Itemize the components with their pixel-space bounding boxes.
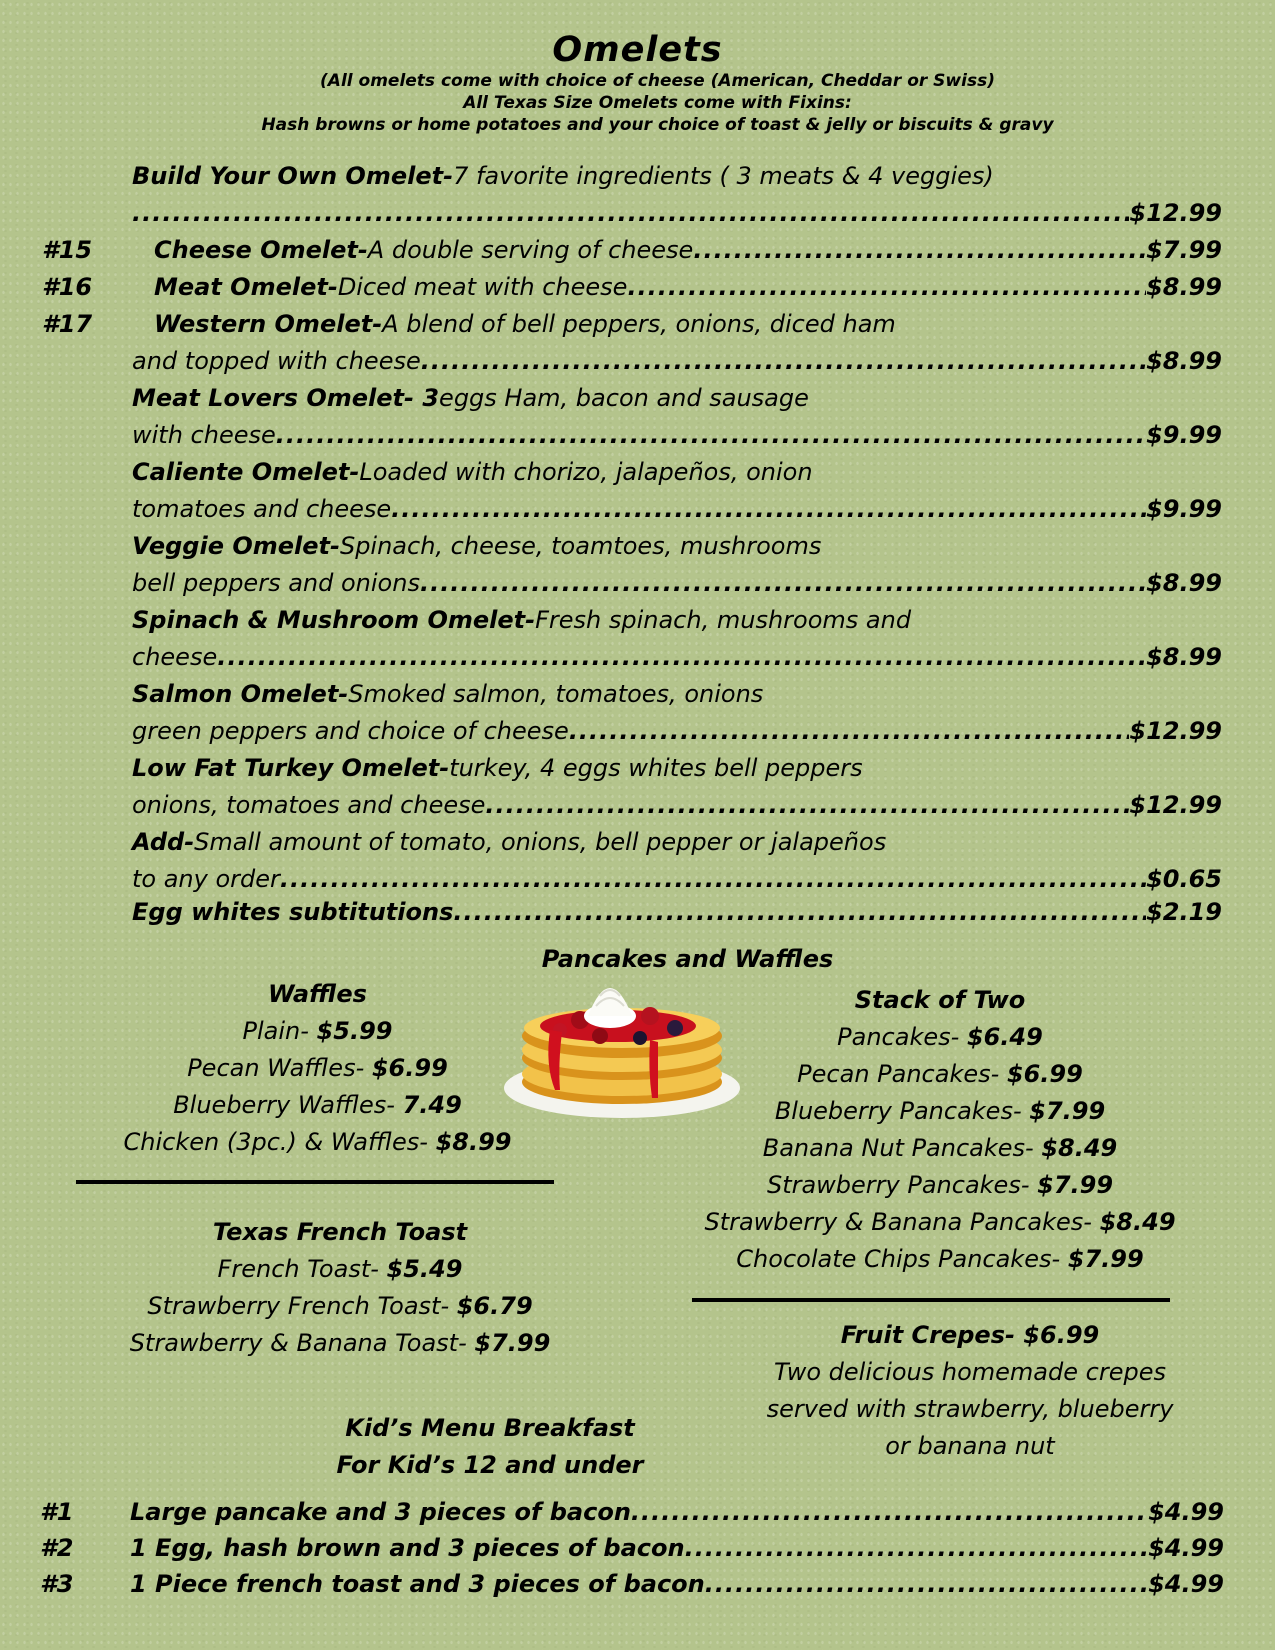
item-price: $7.99 bbox=[1067, 1245, 1144, 1273]
omelet-row bbox=[132, 384, 1222, 420]
item-name: Blueberry Pancakes- bbox=[774, 1097, 1030, 1125]
item-price: $8.99 bbox=[1146, 273, 1222, 301]
item-name: Strawberry Pancakes- bbox=[766, 1171, 1038, 1199]
item-name: Strawberry French Toast- bbox=[147, 1292, 457, 1320]
item-price: $4.99 bbox=[1148, 1498, 1224, 1526]
menu-item bbox=[620, 1241, 1260, 1278]
divider bbox=[76, 1180, 554, 1184]
note-line: Hash browns or home potatoes and your choice of toast & jelly or biscuits & gravy bbox=[261, 115, 1054, 135]
dot-leader bbox=[485, 791, 1129, 819]
item-price: $7.99 bbox=[1146, 236, 1222, 264]
menu-item bbox=[60, 1124, 575, 1161]
omelet-row-cont bbox=[132, 421, 1222, 457]
fruit-crepes-section bbox=[710, 1317, 1230, 1465]
menu-item bbox=[60, 1013, 575, 1050]
crepes-title: Fruit Crepes- $6.99 bbox=[840, 1321, 1100, 1349]
item-desc: green peppers and choice of cheese bbox=[132, 717, 569, 745]
dot-leader bbox=[276, 421, 1146, 449]
dot-leader bbox=[421, 347, 1146, 375]
item-price: $8.49 bbox=[1099, 1208, 1176, 1236]
dot-leader bbox=[705, 1570, 1148, 1598]
omelet-notes bbox=[0, 70, 1275, 136]
french-toast-section bbox=[60, 1214, 620, 1362]
item-name: 1 Piece french toast and 3 pieces of bacon bbox=[130, 1570, 705, 1598]
build-own-omelet-line1 bbox=[132, 162, 1222, 198]
menu-item bbox=[60, 1288, 620, 1325]
menu-item bbox=[620, 1167, 1260, 1204]
item-name: Veggie Omelet- bbox=[132, 532, 340, 560]
omelet-row bbox=[132, 754, 1222, 790]
item-price: $7.99 bbox=[1029, 1097, 1106, 1125]
item-price: $4.99 bbox=[1148, 1570, 1224, 1598]
menu-item bbox=[60, 1087, 575, 1124]
item-number: #17 bbox=[42, 310, 93, 338]
item-price: $2.19 bbox=[1146, 898, 1222, 926]
item-desc: Diced meat with cheese bbox=[337, 273, 628, 301]
item-price: $5.99 bbox=[316, 1017, 393, 1045]
menu-item bbox=[620, 1204, 1260, 1241]
kids-row bbox=[40, 1534, 1224, 1570]
omelet-row-cont bbox=[132, 495, 1222, 531]
item-number: #3 bbox=[40, 1570, 74, 1598]
item-price: $7.99 bbox=[1037, 1171, 1114, 1199]
item-price: $8.99 bbox=[1146, 347, 1222, 375]
item-name: Banana Nut Pancakes- bbox=[762, 1134, 1042, 1162]
item-name: Spinach & Mushroom Omelet- bbox=[132, 606, 536, 634]
item-number: #2 bbox=[40, 1534, 74, 1562]
item-desc: A double serving of cheese bbox=[367, 236, 694, 264]
omelet-row-cont bbox=[132, 865, 1222, 901]
menu-item bbox=[620, 1019, 1260, 1056]
item-name: Chicken (3pc.) & Waffles- bbox=[123, 1128, 436, 1156]
kids-row bbox=[40, 1570, 1224, 1606]
page-title: Omelets bbox=[552, 30, 723, 70]
item-price: $6.79 bbox=[456, 1292, 533, 1320]
item-name: Western Omelet- bbox=[154, 310, 383, 338]
item-desc: cheese bbox=[132, 643, 218, 671]
kids-menu-header bbox=[240, 1410, 740, 1484]
dot-leader bbox=[693, 236, 1146, 264]
item-name: Meat Lovers Omelet- 3 bbox=[132, 384, 440, 412]
item-name: Build Your Own Omelet- bbox=[132, 162, 454, 190]
item-name: Meat Omelet- bbox=[154, 273, 338, 301]
item-desc: Small amount of tomato, onions, bell pepper or jalapeños bbox=[194, 828, 887, 856]
item-price: $6.49 bbox=[966, 1023, 1043, 1051]
item-price: $8.99 bbox=[435, 1128, 512, 1156]
item-name: French Toast- bbox=[217, 1255, 387, 1283]
item-name: Chocolate Chips Pancakes- bbox=[736, 1245, 1068, 1273]
omelet-row-cont bbox=[132, 643, 1222, 679]
kids-title: Kid’s Menu Breakfast bbox=[345, 1414, 635, 1442]
item-desc: Smoked salmon, tomatoes, onions bbox=[348, 680, 764, 708]
item-name: Pecan Pancakes- bbox=[797, 1060, 1007, 1088]
item-price: $0.65 bbox=[1146, 865, 1222, 893]
item-desc: Loaded with chorizo, jalapeños, onion bbox=[359, 458, 813, 486]
dot-leader bbox=[627, 273, 1146, 301]
menu-item bbox=[620, 1130, 1260, 1167]
item-price: $12.99 bbox=[1129, 791, 1222, 819]
item-price: $8.99 bbox=[1146, 569, 1222, 597]
item-name: Plain- bbox=[242, 1017, 317, 1045]
item-name: Salmon Omelet- bbox=[132, 680, 349, 708]
omelet-row bbox=[132, 532, 1222, 568]
menu-item bbox=[620, 1056, 1260, 1093]
item-desc: Spinach, cheese, toamtoes, mushrooms bbox=[339, 532, 822, 560]
item-price: 7.49 bbox=[402, 1091, 462, 1119]
stack-title: Stack of Two bbox=[854, 986, 1026, 1014]
dot-leader bbox=[280, 865, 1146, 893]
kids-row bbox=[40, 1498, 1224, 1534]
item-desc: bell peppers and onions bbox=[132, 569, 420, 597]
item-price: $8.99 bbox=[1146, 643, 1222, 671]
item-price: $12.99 bbox=[1129, 199, 1222, 227]
item-name: Cheese Omelet- bbox=[154, 236, 368, 264]
item-desc: onions, tomatoes and cheese bbox=[132, 791, 486, 819]
build-own-omelet-line2 bbox=[132, 199, 1222, 235]
item-number: #15 bbox=[42, 236, 93, 264]
omelet-row-cont bbox=[132, 347, 1222, 383]
dot-leader bbox=[217, 643, 1146, 671]
dot-leader bbox=[569, 717, 1130, 745]
item-desc: Fresh spinach, mushrooms and bbox=[535, 606, 912, 634]
omelet-row bbox=[132, 680, 1222, 716]
crepes-desc: served with strawberry, blueberry bbox=[766, 1395, 1174, 1423]
divider bbox=[692, 1298, 1170, 1302]
item-desc: eggs Ham, bacon and sausage bbox=[439, 384, 809, 412]
item-name: Strawberry & Banana Toast- bbox=[129, 1329, 475, 1357]
item-number: #16 bbox=[42, 273, 93, 301]
dot-leader bbox=[391, 495, 1146, 523]
omelet-row bbox=[132, 606, 1222, 642]
pancakes-waffles-title: Pancakes and Waffles bbox=[541, 945, 834, 973]
stack-of-two-section bbox=[620, 982, 1260, 1278]
item-name: Low Fat Turkey Omelet- bbox=[132, 754, 450, 782]
omelet-row bbox=[42, 273, 1222, 309]
menu-item bbox=[620, 1093, 1260, 1130]
item-desc: to any order bbox=[132, 865, 280, 893]
crepes-desc: or banana nut bbox=[885, 1432, 1055, 1460]
item-name: Caliente Omelet- bbox=[132, 458, 360, 486]
omelet-row-cont bbox=[132, 717, 1222, 753]
item-price: $9.99 bbox=[1146, 421, 1222, 449]
omelet-row bbox=[42, 310, 1222, 346]
item-name: Egg whites subtitutions bbox=[132, 898, 454, 926]
item-price: $8.49 bbox=[1041, 1134, 1118, 1162]
item-name: Pancakes- bbox=[837, 1023, 967, 1051]
item-name: Blueberry Waffles- bbox=[173, 1091, 403, 1119]
omelet-row bbox=[132, 828, 1222, 864]
omelet-row-cont bbox=[132, 791, 1222, 827]
item-desc: 7 favorite ingredients ( 3 meats & 4 veggies) bbox=[453, 162, 994, 190]
item-name: Strawberry & Banana Pancakes- bbox=[704, 1208, 1100, 1236]
item-name: 1 Egg, hash brown and 3 pieces of bacon bbox=[130, 1534, 685, 1562]
note-line: All Texas Size Omelets come with Fixins: bbox=[463, 93, 852, 113]
item-price: $9.99 bbox=[1146, 495, 1222, 523]
item-price: $4.99 bbox=[1148, 1534, 1224, 1562]
note-line: (All omelets come with choice of cheese (American, Cheddar or Swiss) bbox=[320, 71, 995, 91]
omelet-row-cont bbox=[132, 569, 1222, 605]
egg-whites-row bbox=[132, 898, 1222, 934]
menu-item bbox=[60, 1050, 575, 1087]
item-desc: tomatoes and cheese bbox=[132, 495, 392, 523]
item-name: Large pancake and 3 pieces of bacon bbox=[130, 1498, 631, 1526]
kids-subtitle: For Kid’s 12 and under bbox=[336, 1451, 644, 1479]
dot-leader bbox=[685, 1534, 1149, 1562]
item-number: #1 bbox=[40, 1498, 74, 1526]
omelet-row bbox=[132, 458, 1222, 494]
waffles-section bbox=[60, 976, 575, 1161]
menu-item bbox=[60, 1325, 620, 1362]
french-toast-title: Texas French Toast bbox=[212, 1218, 468, 1246]
item-name: Pecan Waffles- bbox=[187, 1054, 372, 1082]
item-desc: and topped with cheese bbox=[132, 347, 421, 375]
item-price: $6.99 bbox=[371, 1054, 448, 1082]
item-name: Add- bbox=[132, 828, 195, 856]
dot-leader bbox=[132, 199, 1129, 227]
waffles-title: Waffles bbox=[268, 980, 367, 1008]
omelet-row bbox=[42, 236, 1222, 272]
dot-leader bbox=[631, 1498, 1148, 1526]
item-price: $5.49 bbox=[386, 1255, 463, 1283]
item-desc: turkey, 4 eggs whites bell peppers bbox=[449, 754, 863, 782]
menu-item bbox=[60, 1251, 620, 1288]
item-desc: with cheese bbox=[132, 421, 276, 449]
item-price: $12.99 bbox=[1129, 717, 1222, 745]
dot-leader bbox=[420, 569, 1146, 597]
item-price: $6.99 bbox=[1006, 1060, 1083, 1088]
dot-leader bbox=[453, 898, 1146, 926]
crepes-desc: Two delicious homemade crepes bbox=[774, 1358, 1166, 1386]
item-price: $7.99 bbox=[474, 1329, 551, 1357]
item-desc: A blend of bell peppers, onions, diced ham bbox=[382, 310, 896, 338]
